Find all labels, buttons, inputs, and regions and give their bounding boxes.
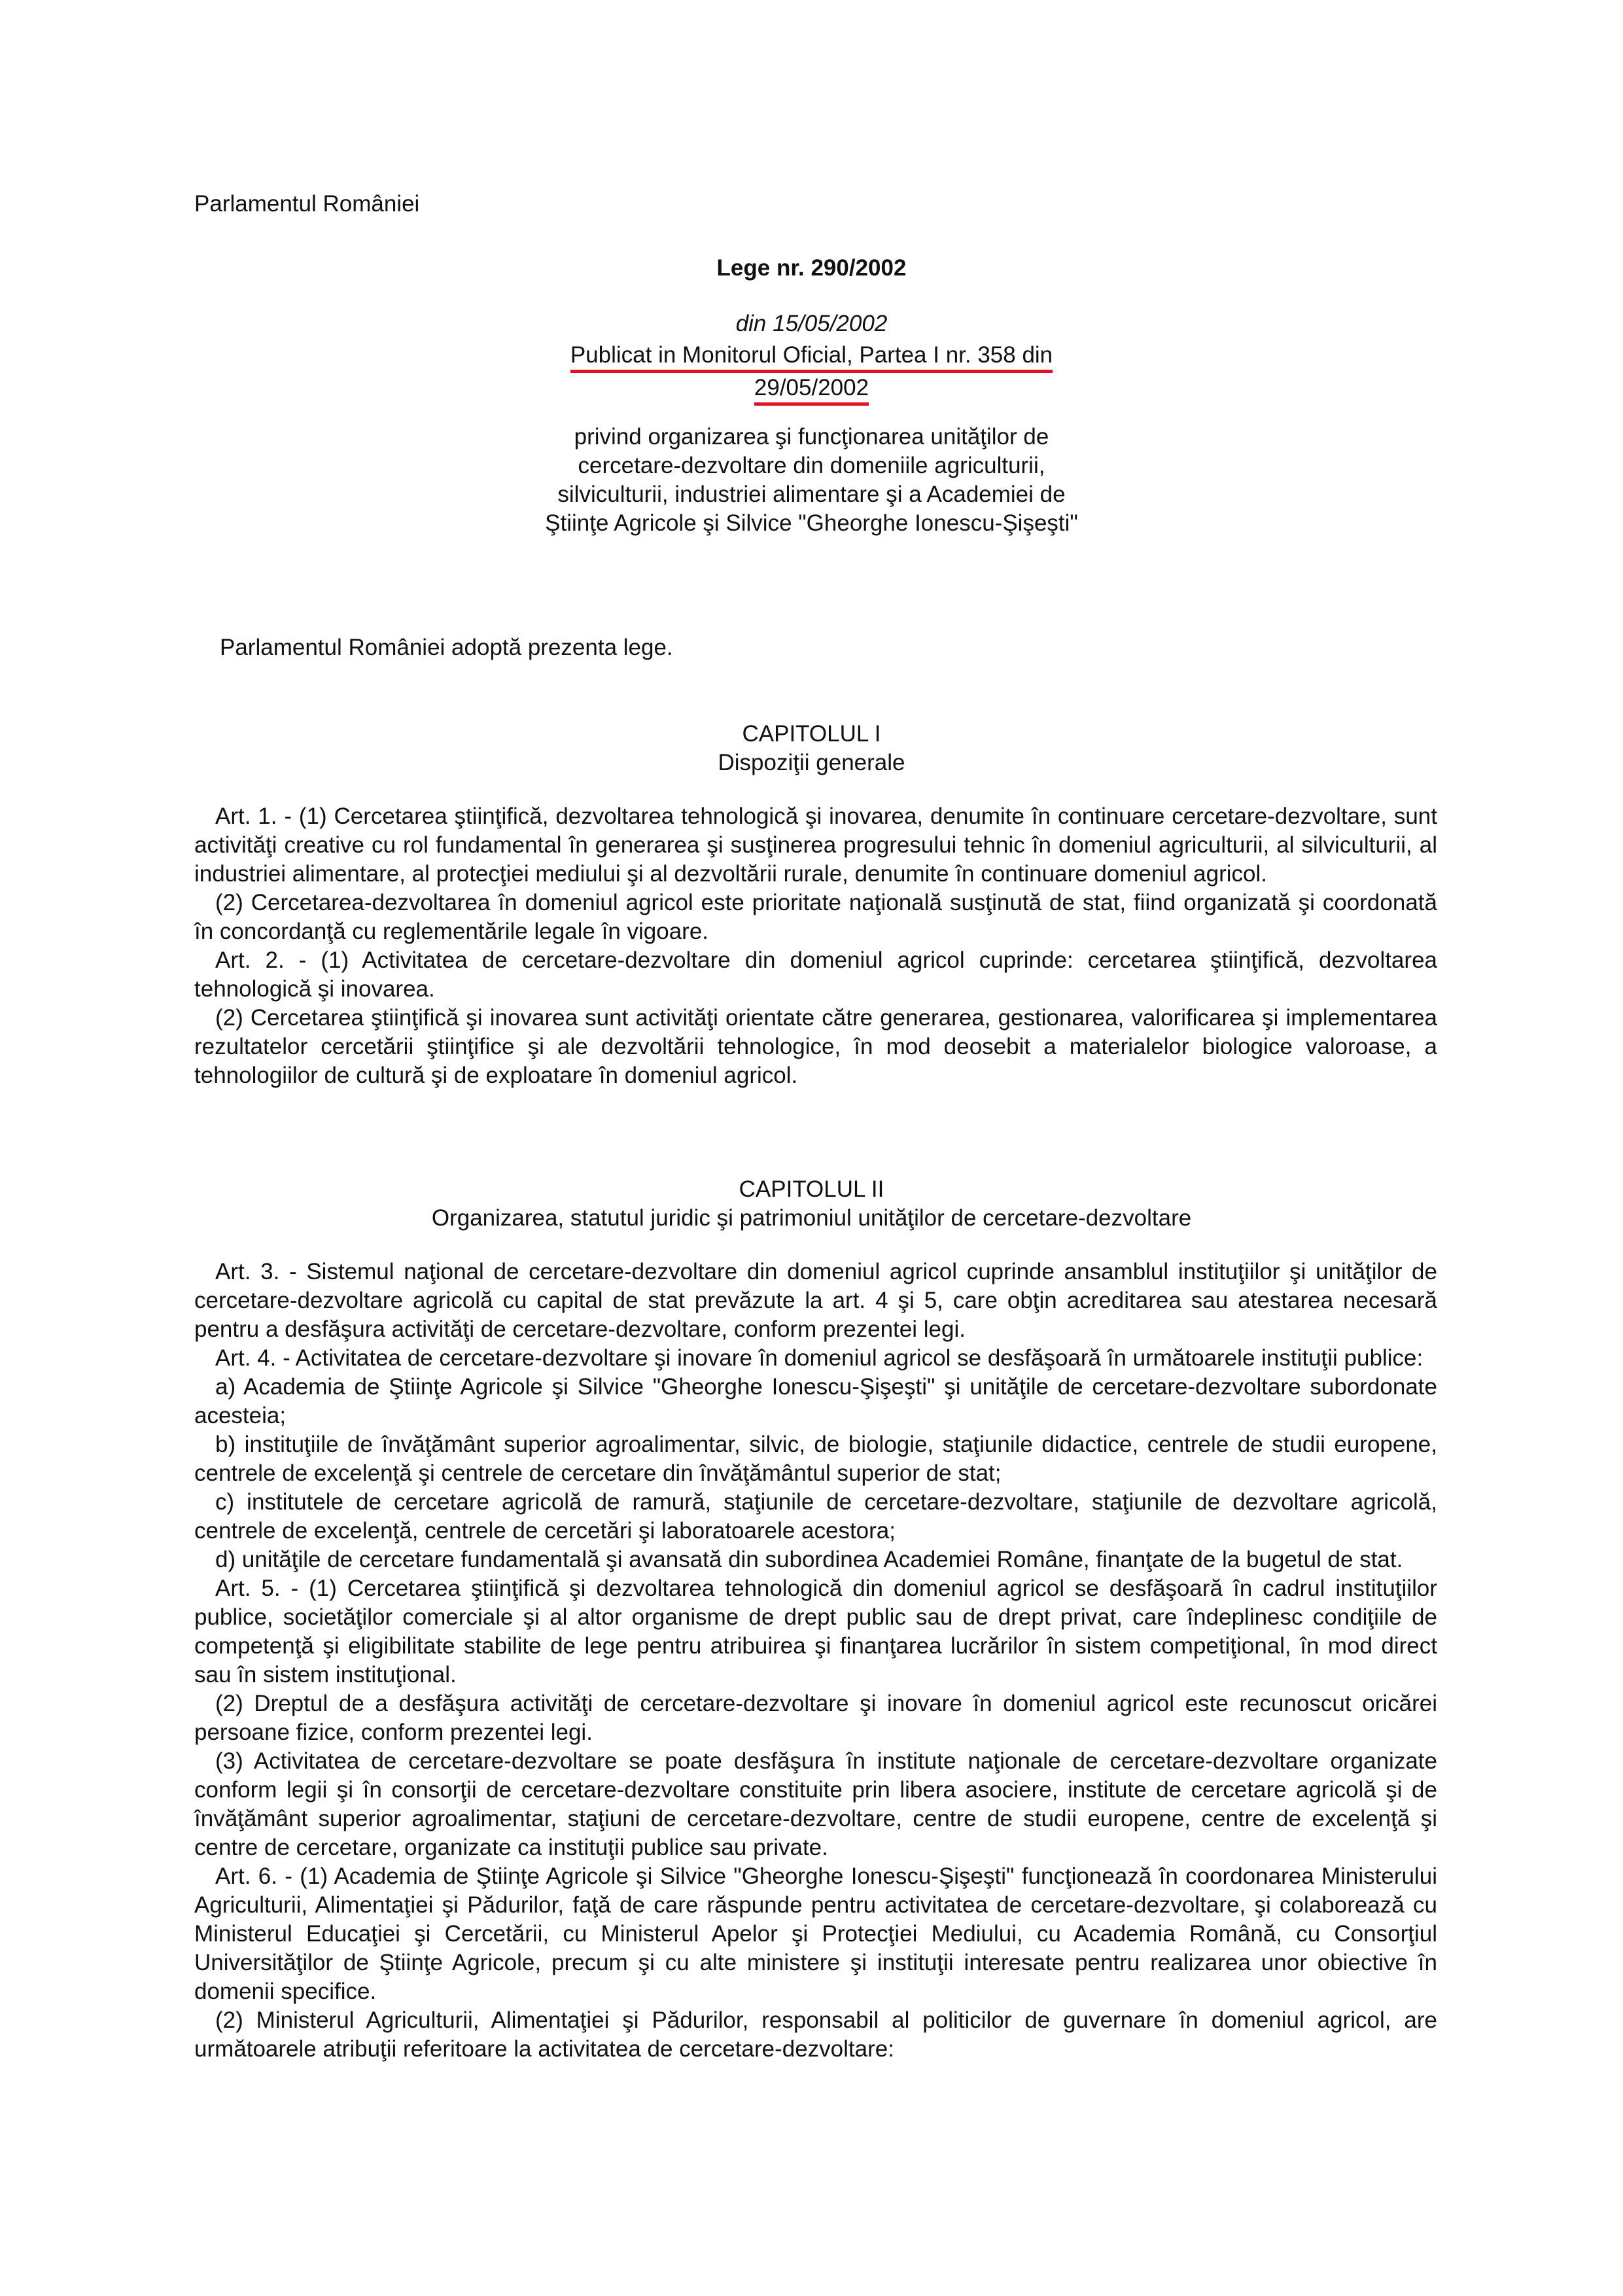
chapter-heading: CAPITOLUL II <box>739 1176 884 1202</box>
article-paragraph: (2) Dreptul de a desfăşura activităţi de cercetare-dezvoltare şi inovare în domeniul agricol este recunoscut oricărei persoane fizice, conform prezentei legi. <box>194 1691 1437 1745</box>
article-paragraph: Art. 5. - (1) Cercetarea ştiinţifică şi dezvoltarea tehnologică din domeniul agricol se desfăşoară în cadrul instituţiilor publice, societăţilor comerciale şi al altor organisme de drept public sau de drept privat, care îndeplinesc condiţiile de competenţă şi eligibilitate stabilite de lege pentru atribuirea şi finanţarea lucrărilor în sistem competiţional, în mod direct sau în sistem instituţional. <box>194 1576 1437 1687</box>
publication-line-1[interactable]: Publicat in Monitorul Oficial, Partea I nr. 358 din <box>570 340 1053 373</box>
subject-line: Ştiinţe Agricole şi Silvice "Gheorghe Ionescu-Şişeşti" <box>545 510 1078 536</box>
subject-line: privind organizarea şi funcţionarea unităţilor de <box>574 424 1049 450</box>
list-item: a) Academia de Ştiinţe Agricole şi Silvice "Gheorghe Ionescu-Şişeşti" şi unităţile de cercetare-dezvoltare subordonate acesteia; <box>194 1374 1437 1428</box>
article-paragraph: (3) Activitatea de cercetare-dezvoltare se poate desfăşura în institute naţionale de cercetare-dezvoltare organizate conform legii şi în consorţii de cercetare-dezvoltare constituite prin libera asociere, institute de cercetare agricolă şi de învăţământ superior agroalimentar, staţiuni de cercetare-dezvoltare, centre de studii europene, centre de excelenţă şi centre de cercetare, organizate ca instituţii publice sau private. <box>194 1748 1437 1860</box>
article-paragraph: (2) Ministerul Agriculturii, Alimentaţiei şi Pădurilor, responsabil al politicilor de guvernare în domeniul agricol, are următoarele atribuţii referitoare la activitatea de cercetare-dezvoltare: <box>194 2007 1437 2062</box>
chapter-2-heading-block <box>0 1175 1623 1233</box>
chapter-1-body <box>194 802 1437 1090</box>
article-paragraph: Art. 1. - (1) Cercetarea ştiinţifică, dezvoltarea tehnologică şi inovarea, denumite în continuare cercetare-dezvoltare, sunt activităţi creative cu rol fundamental în generarea şi susţinerea progresului tehnic în domeniul agriculturii, al silviculturii, al industriei alimentare, al protecţiei mediului şi al dezvoltării rurale, denumite în continuare domeniul agricol. <box>194 804 1437 887</box>
article-paragraph: Art. 3. - Sistemul naţional de cercetare-dezvoltare din domeniul agricol cuprinde ansamblul instituţiilor şi unităţilor de cercetare-dezvoltare agricolă cu capital de stat prevăzute la art. 4 şi 5, care obţin acreditarea sau atestarea necesară pentru a desfăşura activităţi de cercetare-dezvoltare, conform prezentei legi. <box>194 1259 1437 1342</box>
publication-line-2[interactable]: 29/05/2002 <box>754 373 869 406</box>
article-paragraph: Art. 6. - (1) Academia de Ştiinţe Agricole şi Silvice "Gheorghe Ionescu-Şişeşti" funcţionează în coordonarea Ministerului Agriculturii, Alimentaţiei şi Pădurilor, faţă de care răspunde pentru activitatea de cercetare-dezvoltare, şi colaborează cu Ministerul Educaţiei şi Cercetării, cu Ministerul Apelor şi Protecţiei Mediului, cu Academia Română, cu Consorţiul Universităţilor de Ştiinţe Agricole, precum şi cu alte ministere şi instituţii interesate pentru realizarea unor obiective în domenii specifice. <box>194 1863 1437 2004</box>
list-item: d) unităţile de cercetare fundamentală şi avansată din subordinea Academiei Române, finanţate de la bugetul de stat. <box>215 1547 1403 1572</box>
article-paragraph: Art. 4. - Activitatea de cercetare-dezvoltare şi inovare în domeniul agricol se desfăşoară în următoarele instituţii publice: <box>215 1345 1423 1371</box>
law-title: Lege nr. 290/2002 <box>716 255 907 281</box>
law-subject <box>0 423 1623 538</box>
chapter-subheading: Organizarea, statutul juridic şi patrimoniul unităţilor de cercetare-dezvoltare <box>431 1205 1192 1231</box>
publication-reference[interactable] <box>0 340 1623 406</box>
issuer-name: Parlamentul României <box>194 191 420 217</box>
article-paragraph: Art. 2. - (1) Activitatea de cercetare-dezvoltare din domeniul agricol cuprinde: cercetarea ştiinţifică, dezvoltarea tehnologică şi inovarea. <box>194 947 1437 1002</box>
law-date: din 15/05/2002 <box>735 311 888 336</box>
list-item: c) institutele de cercetare agricolă de ramură, staţiunile de cercetare-dezvoltare, staţiunile de dezvoltare agricolă, centrele de excelenţă, centrele de cercetări şi laboratoarele acestora; <box>194 1489 1437 1544</box>
chapter-2-body <box>194 1258 1437 2064</box>
article-paragraph: (2) Cercetarea ştiinţifică şi inovarea sunt activităţi orientate către generarea, gestionarea, valorificarea şi implementarea rezultatelor cercetării ştiinţifice şi ale dezvoltării tehnologice, în mod deosebit a materialelor biologice valoroase, a tehnologiilor de cultură şi de exploatare în domeniul agricol. <box>194 1005 1437 1088</box>
list-item: b) instituţiile de învăţământ superior agroalimentar, silvic, de biologie, staţiunile didactice, centrele de studii europene, centrele de excelenţă şi centrele de cercetare din învăţământul superior de stat; <box>194 1432 1437 1486</box>
subject-line: cercetare-dezvoltare din domeniile agriculturii, <box>578 453 1045 478</box>
subject-line: silviculturii, industriei alimentare şi a Academiei de <box>557 482 1066 507</box>
article-paragraph: (2) Cercetarea-dezvoltarea în domeniul agricol este prioritate naţională susţinută de stat, fiind organizată şi coordonată în concordanţă cu reglementările legale în vigoare. <box>194 890 1437 944</box>
adoption-statement: Parlamentul României adoptă prezenta lege. <box>220 635 673 660</box>
chapter-1-heading-block <box>0 720 1623 777</box>
chapter-heading: CAPITOLUL I <box>742 721 881 747</box>
chapter-subheading: Dispoziţii generale <box>718 750 905 775</box>
